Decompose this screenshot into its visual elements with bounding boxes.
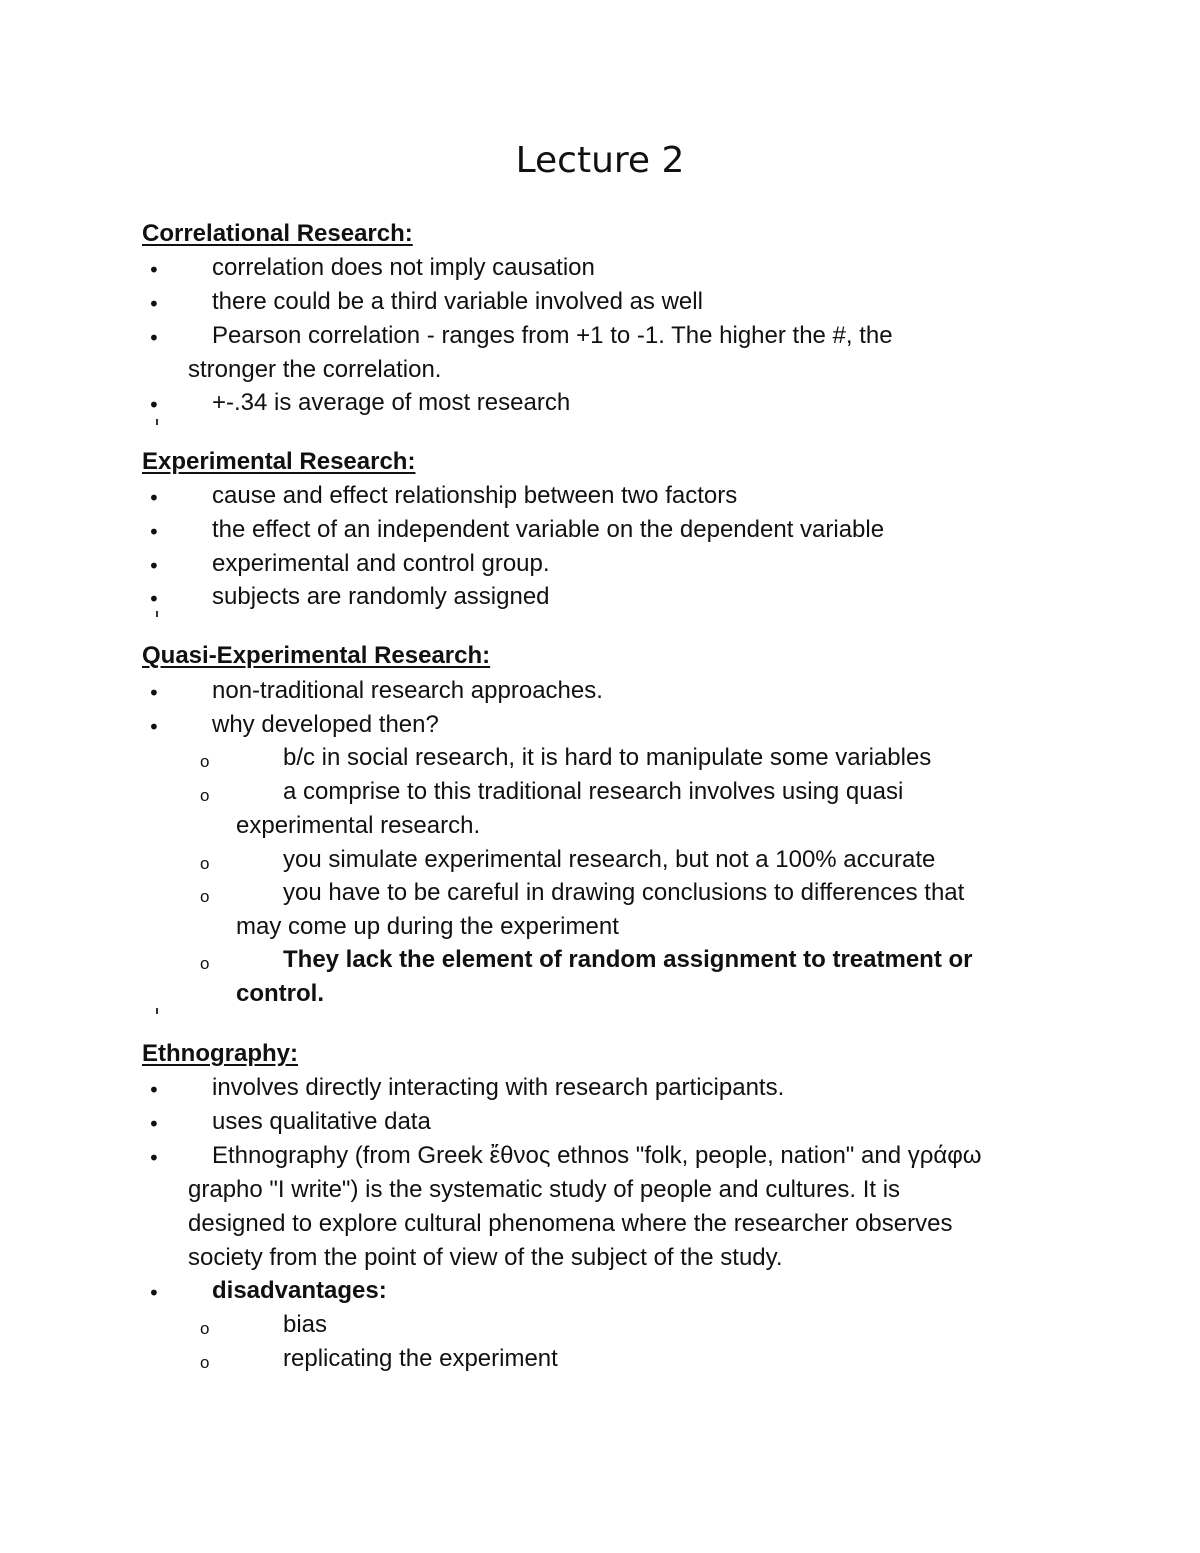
section-heading-quasi: Quasi-Experimental Research: — [142, 642, 491, 669]
section-heading-correlational: Correlational Research: — [142, 220, 413, 247]
bullet-icon: • — [148, 486, 160, 510]
bullet-icon: • — [148, 292, 160, 316]
bullet-icon: • — [148, 520, 160, 544]
sub-bullet-icon: o — [200, 1353, 210, 1372]
sub-list-item-emphasis: They lack the element of random assignment to treatment or — [283, 946, 973, 973]
sub-list-item: bias — [283, 1311, 328, 1338]
sub-list-item-continuation: experimental research. — [236, 812, 481, 839]
empty-bullet-mark — [156, 1008, 158, 1014]
sub-bullet-icon: o — [200, 786, 210, 805]
section-heading-ethnography: Ethnography: — [142, 1040, 298, 1067]
bullet-icon: • — [148, 393, 160, 417]
list-item: subjects are randomly assigned — [212, 583, 550, 610]
sub-list-item: a comprise to this traditional research involves using quasi — [283, 778, 904, 805]
list-item: involves directly interacting with research participants. — [212, 1074, 785, 1101]
sub-bullet-icon: o — [200, 954, 210, 973]
sub-list-item: you simulate experimental research, but not a 100% accurate — [283, 846, 936, 873]
bullet-icon: • — [148, 326, 160, 350]
list-item: why developed then? — [212, 711, 439, 738]
list-item: +-.34 is average of most research — [212, 389, 571, 416]
bullet-icon: • — [148, 554, 160, 578]
empty-bullet-mark — [156, 419, 158, 425]
list-item: Ethnography (from Greek ἔθνος ethnos "folk, people, nation" and γράφω — [212, 1142, 982, 1169]
bullet-icon: • — [148, 1146, 160, 1170]
list-item: correlation does not imply causation — [212, 254, 595, 281]
list-item-continuation: society from the point of view of the subject of the study. — [188, 1244, 783, 1271]
sub-list-item-continuation: may come up during the experiment — [236, 913, 619, 940]
bullet-icon: • — [148, 715, 160, 739]
bullet-icon: • — [148, 1078, 160, 1102]
list-item: experimental and control group. — [212, 550, 550, 577]
list-item-continuation: grapho "I write") is the systematic study of people and cultures. It is — [188, 1176, 901, 1203]
sub-bullet-icon: o — [200, 1319, 210, 1338]
sub-bullet-icon: o — [200, 752, 210, 771]
bullet-icon: • — [148, 587, 160, 611]
page-title: Lecture 2 — [515, 140, 685, 181]
list-item: cause and effect relationship between two factors — [212, 482, 738, 509]
list-item: the effect of an independent variable on the dependent variable — [212, 516, 885, 543]
sub-bullet-icon: o — [200, 887, 210, 906]
bullet-icon: • — [148, 1112, 160, 1136]
list-item: uses qualitative data — [212, 1108, 431, 1135]
list-item: Pearson correlation - ranges from +1 to -1. The higher the #, the — [212, 322, 893, 349]
sub-list-item: replicating the experiment — [283, 1345, 558, 1372]
sub-list-item: you have to be careful in drawing conclusions to differences that — [283, 879, 965, 906]
bullet-icon: • — [148, 258, 160, 282]
list-item-continuation: designed to explore cultural phenomena where the researcher observes — [188, 1210, 953, 1237]
sub-bullet-icon: o — [200, 854, 210, 873]
section-heading-experimental: Experimental Research: — [142, 448, 416, 475]
list-item: non-traditional research approaches. — [212, 677, 603, 704]
list-item-emphasis: disadvantages: — [212, 1277, 387, 1304]
sub-list-item: b/c in social research, it is hard to manipulate some variables — [283, 744, 932, 771]
list-item-continuation: stronger the correlation. — [188, 356, 442, 383]
sub-list-item-emphasis-continuation: control. — [236, 980, 324, 1007]
empty-bullet-mark — [156, 611, 158, 617]
bullet-icon: • — [148, 1281, 160, 1305]
list-item: there could be a third variable involved as well — [212, 288, 703, 315]
bullet-icon: • — [148, 681, 160, 705]
